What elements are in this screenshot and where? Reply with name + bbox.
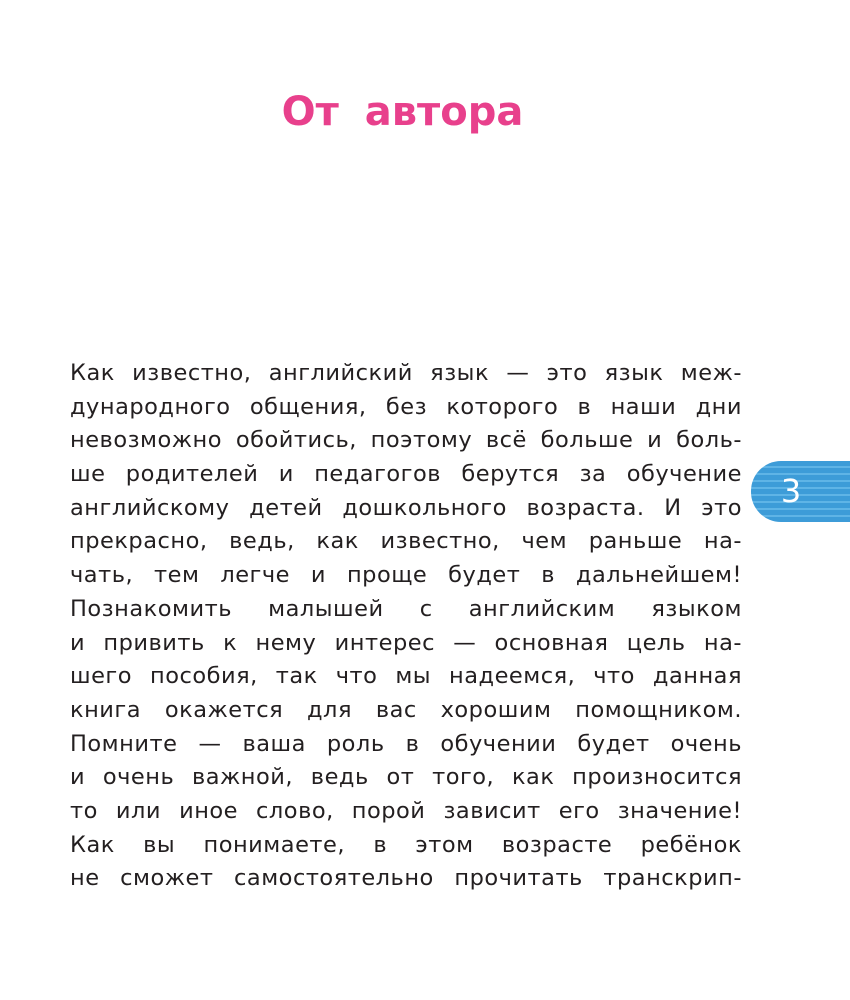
text-line: Как известно, английский язык — это язык меж- (70, 360, 742, 386)
text-line: дународного общения, без которого в наши дни (70, 393, 742, 420)
page-title: От автора (281, 89, 524, 135)
text-line: прекрасно, ведь, как известно, чем раньше на- (70, 528, 742, 555)
text-line: Помните — ваша роль в обучении будет очень (70, 730, 742, 757)
text-line: не сможет самостоятельно прочитать транскрип- (70, 865, 742, 892)
text-line: и очень важной, ведь от того, как произносится (70, 764, 742, 791)
text-line: Как вы понимаете, в этом возрасте ребёнок (70, 831, 742, 858)
text-line: невозможно обойтись, поэтому всё больше и боль- (70, 427, 742, 454)
author-foreword-text (70, 357, 742, 896)
text-line: ше родителей и педагогов берутся за обучение (70, 461, 742, 488)
text-line: Познакомить малышей с английским языком (70, 595, 742, 622)
text-line: шего пособия, так что мы надеемся, что данная (70, 663, 742, 690)
text-line: книга окажется для вас хорошим помощником. (70, 696, 742, 723)
page-number: 3 (780, 472, 802, 510)
text-line: английскому детей дошкольного возраста. И это (70, 494, 742, 521)
text-line: и привить к нему интерес — основная цель на- (70, 629, 742, 656)
text-line: то или иное слово, порой зависит его значение! (70, 797, 742, 824)
text-line: чать, тем легче и проще будет в дальнейшем! (70, 562, 742, 589)
